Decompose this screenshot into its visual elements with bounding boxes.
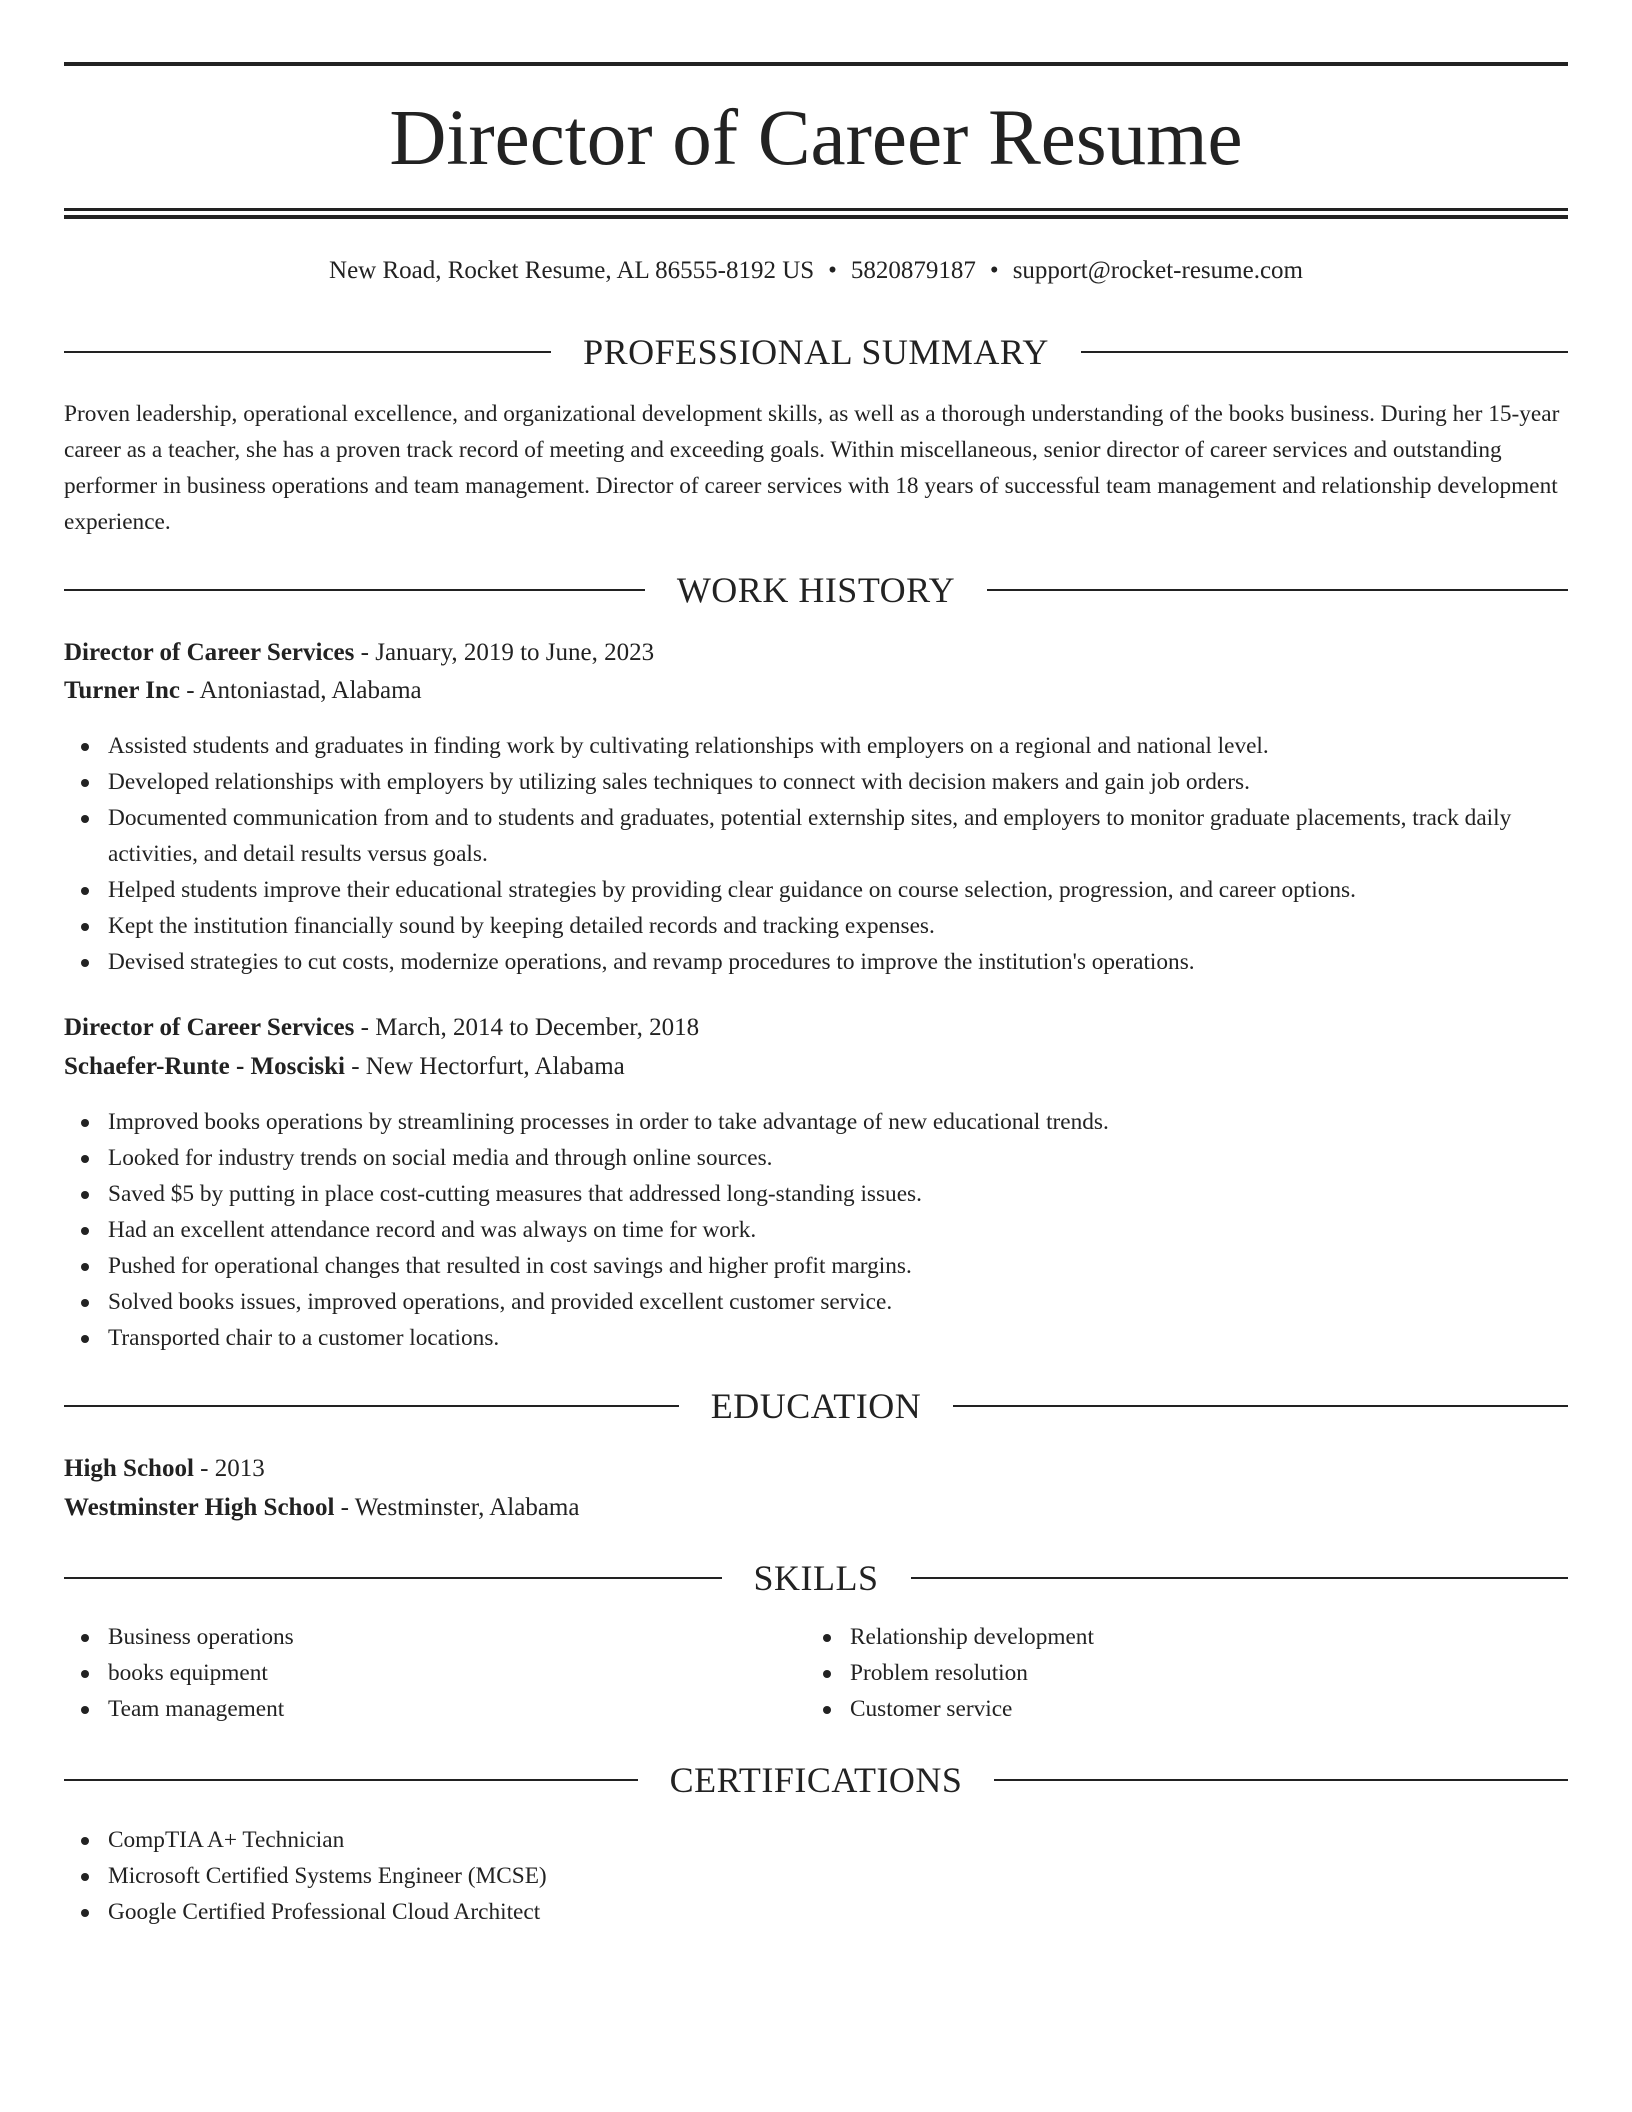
heading-rule <box>987 589 1568 591</box>
heading-rule <box>911 1577 1569 1579</box>
job-title: Director of Career Services <box>64 1014 355 1041</box>
list-item: Pushed for operational changes that resulted in cost savings and higher profit margins. <box>64 1248 1568 1284</box>
heading-rule <box>1081 351 1568 353</box>
list-item: Looked for industry trends on social media and through online sources. <box>64 1140 1568 1176</box>
list-item: Had an excellent attendance record and was always on time for work. <box>64 1212 1568 1248</box>
section-title: SKILLS <box>753 1558 879 1598</box>
contact-email: support@rocket-resume.com <box>1012 257 1303 284</box>
list-item: Improved books operations by streamlining processes in order to take advantage of new educational trends. <box>64 1104 1568 1140</box>
skill-item: Problem resolution <box>806 1655 1506 1691</box>
education-degree-line <box>64 1450 1568 1488</box>
header-double-rule <box>64 208 1568 219</box>
list-item: Documented communication from and to students and graduates, potential externship sites, and employers to monitor graduate placements, track daily activities, and detail results versus goals. <box>64 800 1568 872</box>
certification-item: Google Certified Professional Cloud Architect <box>64 1894 1568 1930</box>
section-heading-certifications <box>64 1758 1568 1802</box>
job-duties-list <box>64 1104 1568 1356</box>
job-company-line <box>64 1048 1568 1086</box>
skills-list-right <box>806 1619 1506 1727</box>
heading-rule <box>994 1779 1568 1781</box>
resume-title: Director of Career Resume <box>389 95 1243 182</box>
section-heading-summary <box>64 330 1568 374</box>
job-title-line <box>64 634 1568 672</box>
skill-item: Team management <box>64 1691 764 1727</box>
list-item: Devised strategies to cut costs, modernize operations, and revamp procedures to improve the institution's operations. <box>64 944 1568 980</box>
heading-rule <box>64 1779 638 1781</box>
section-heading-work-history <box>64 568 1568 612</box>
list-item: Transported chair to a customer locations. <box>64 1320 1568 1356</box>
certifications-list <box>64 1822 1568 1930</box>
job-location: - New Hectorfurt, Alabama <box>344 1053 625 1080</box>
skill-item: Customer service <box>806 1691 1506 1727</box>
education-degree: High School <box>64 1455 194 1482</box>
section-title: PROFESSIONAL SUMMARY <box>583 332 1049 372</box>
header-top-rule <box>64 62 1568 66</box>
job-location: - Antoniastad, Alabama <box>180 677 422 704</box>
list-item: Saved $5 by putting in place cost-cutting measures that addressed long-standing issues. <box>64 1176 1568 1212</box>
summary-text: Proven leadership, operational excellence, and organizational development skills, as well as a thorough understanding of the books business. During her 15-year career as a teacher, she has a proven track record of meeting and exceeding goals. Within miscellaneous, senior director of career services and outstanding performer in business operations and team management. Director of career services with 18 years of successful team management and relationship development experience. <box>64 401 1560 535</box>
skill-item: Relationship development <box>806 1619 1506 1655</box>
skill-item: books equipment <box>64 1655 764 1691</box>
heading-rule <box>64 1577 722 1579</box>
job-dates: - March, 2014 to December, 2018 <box>354 1014 700 1041</box>
job-duties-list <box>64 728 1568 980</box>
job-company-line <box>64 672 1568 710</box>
list-item: Assisted students and graduates in finding work by cultivating relationships with employers on a regional and national level. <box>64 728 1568 764</box>
certification-item: Microsoft Certified Systems Engineer (MCSE) <box>64 1858 1568 1894</box>
section-heading-education <box>64 1384 1568 1428</box>
section-heading-skills <box>64 1556 1568 1600</box>
heading-rule <box>64 1405 679 1407</box>
skill-item: Business operations <box>64 1619 764 1655</box>
contact-separator: • <box>989 257 999 284</box>
education-school-line <box>64 1489 1568 1527</box>
heading-rule <box>64 589 645 591</box>
job-company: Schaefer-Runte - Mosciski <box>64 1053 345 1080</box>
heading-rule <box>64 351 551 353</box>
list-item: Kept the institution financially sound by keeping detailed records and tracking expenses. <box>64 908 1568 944</box>
job-company: Turner Inc <box>64 677 181 704</box>
certification-item: CompTIA A+ Technician <box>64 1822 1568 1858</box>
section-title: EDUCATION <box>710 1386 922 1426</box>
list-item: Helped students improve their educational strategies by providing clear guidance on course selection, progression, and career options. <box>64 872 1568 908</box>
contact-address: New Road, Rocket Resume, AL 86555-8192 US <box>329 257 815 284</box>
education-school: Westminster High School <box>64 1494 335 1521</box>
education-location: - Westminster, Alabama <box>334 1494 580 1521</box>
section-title: WORK HISTORY <box>676 570 956 610</box>
job-title: Director of Career Services <box>64 639 355 666</box>
list-item: Solved books issues, improved operations, and provided excellent customer service. <box>64 1284 1568 1320</box>
section-title: CERTIFICATIONS <box>669 1760 963 1800</box>
contact-line <box>64 253 1568 289</box>
contact-separator: • <box>828 257 837 284</box>
job-title-line <box>64 1009 1568 1047</box>
heading-rule <box>953 1405 1568 1407</box>
skills-list-left <box>64 1619 764 1727</box>
list-item: Developed relationships with employers by utilizing sales techniques to connect with decision makers and gain job orders. <box>64 764 1568 800</box>
job-dates: - January, 2019 to June, 2023 <box>354 639 655 666</box>
contact-phone: 5820879187 <box>850 257 976 284</box>
education-year: - 2013 <box>193 1455 265 1482</box>
